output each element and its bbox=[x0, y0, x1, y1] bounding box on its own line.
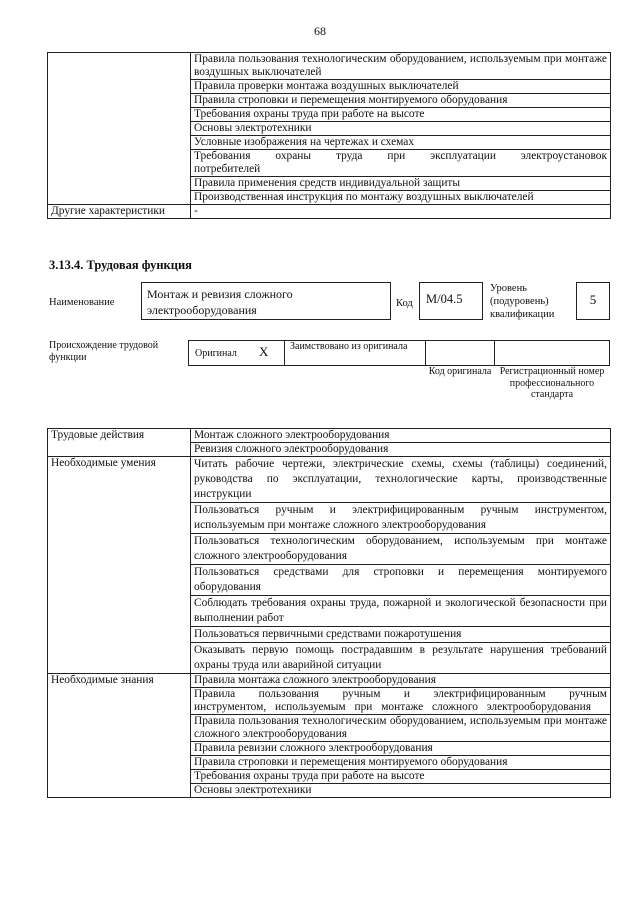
list-item: Условные изображения на чертежах и схемах bbox=[191, 136, 611, 150]
knowledge-label: Необходимые знания bbox=[48, 674, 191, 798]
list-item: Пользоваться первичными средствами пожаротушения bbox=[191, 627, 611, 643]
code-label: Код bbox=[396, 298, 413, 309]
list-item: Правила применения средств индивидуальной защиты bbox=[191, 177, 611, 191]
level-value-box: 5 bbox=[576, 282, 610, 320]
original-mark: Х bbox=[259, 344, 269, 359]
origin-code-caption: Код оригинала bbox=[428, 366, 492, 377]
list-item: Пользоваться средствами для строповки и перемещения монтируемого оборудования bbox=[191, 565, 611, 596]
labor-function-table bbox=[47, 428, 611, 798]
table-row bbox=[48, 53, 611, 80]
list-item: Правила пользования технологическим оборудованием, используемым при монтаже сложного электрооборудования bbox=[191, 715, 611, 742]
other-characteristics-label: Другие характеристики bbox=[48, 205, 191, 219]
list-item: Правила строповки и перемещения монтируемого оборудования bbox=[191, 94, 611, 108]
empty-label-cell bbox=[48, 53, 191, 205]
list-item: Правила ревизии сложного электрооборудования bbox=[191, 742, 611, 756]
knowledge-continuation-table bbox=[47, 52, 611, 219]
list-item: Требования охраны труда при эксплуатации электроустановок потребителей bbox=[191, 150, 611, 177]
table-row bbox=[48, 674, 611, 688]
list-item: Пользоваться ручным и электрифицированным ручным инструментом, используемым при монтаже сложного электрооборудования bbox=[191, 503, 611, 534]
list-item: Правила пользования технологическим оборудованием, используемым при монтаже воздушных выключателей bbox=[191, 53, 611, 80]
list-item: Правила строповки и перемещения монтируемого оборудования bbox=[191, 756, 611, 770]
reg-number-cell bbox=[494, 340, 610, 366]
list-item: Основы электротехники bbox=[191, 784, 611, 798]
origin-label: Происхождение трудовой функции bbox=[49, 340, 159, 363]
table-row bbox=[48, 429, 611, 443]
list-item: Оказывать первую помощь пострадавшим в результате нарушения требований охраны труда или аварийной ситуации bbox=[191, 643, 611, 674]
section-title: 3.13.4. Трудовая функция bbox=[49, 258, 192, 272]
level-label: Уровень (подуровень) квалификации bbox=[490, 283, 555, 320]
page-number: 68 bbox=[314, 24, 326, 38]
list-item: Правила монтажа сложного электрооборудования bbox=[191, 674, 611, 688]
table-row bbox=[48, 205, 611, 219]
list-item: Читать рабочие чертежи, электрические схемы, схемы (таблицы) соединений, руководства по эксплуатации, технологические карты, производственные инструкции bbox=[191, 457, 611, 503]
borrowed-cell: Заимствовано из оригинала bbox=[284, 340, 426, 366]
other-characteristics-value: - bbox=[191, 205, 611, 219]
list-item: Пользоваться технологическим оборудованием, используемым при монтаже сложного электрооборудования bbox=[191, 534, 611, 565]
function-code-box: М/04.5 bbox=[419, 282, 483, 320]
list-item: Соблюдать требования охраны труда, пожарной и экологической безопасности при выполнении работ bbox=[191, 596, 611, 627]
list-item: Производственная инструкция по монтажу воздушных выключателей bbox=[191, 191, 611, 205]
list-item: Требования охраны труда при работе на высоте bbox=[191, 108, 611, 122]
list-item: Требования охраны труда при работе на высоте bbox=[191, 770, 611, 784]
original-label: Оригинал bbox=[195, 348, 237, 359]
function-name-box: Монтаж и ревизия сложного электрооборудования bbox=[141, 282, 391, 320]
origin-code-cell bbox=[425, 340, 495, 366]
list-item: Ревизия сложного электрооборудования bbox=[191, 443, 611, 457]
list-item: Правила пользования ручным и электрифицированным ручным инструментом, используемым при монтаже сложного электрооборудования bbox=[191, 688, 611, 715]
actions-label: Трудовые действия bbox=[48, 429, 191, 457]
list-item: Монтаж сложного электрооборудования bbox=[191, 429, 611, 443]
list-item: Правила проверки монтажа воздушных выключателей bbox=[191, 80, 611, 94]
original-cell bbox=[188, 340, 285, 366]
name-label: Наименование bbox=[49, 297, 115, 308]
skills-label: Необходимые умения bbox=[48, 457, 191, 674]
table-row bbox=[48, 457, 611, 503]
list-item: Основы электротехники bbox=[191, 122, 611, 136]
reg-number-caption: Регистрационный номер профессионального стандарта bbox=[499, 366, 605, 400]
